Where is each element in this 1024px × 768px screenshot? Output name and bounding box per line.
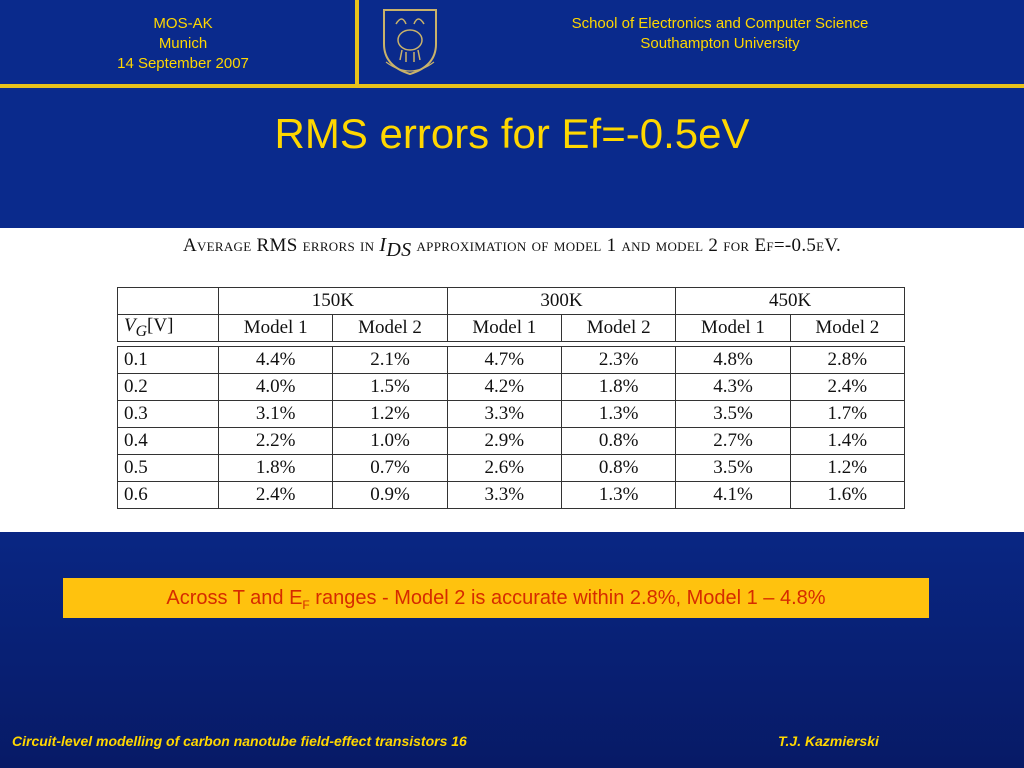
caption-variable: I [379,234,387,256]
callout-subscript: F [302,598,310,612]
vg-value-cell: 0.1 [118,347,219,374]
temperature-header-row [118,288,905,315]
conference-date: 14 September 2007 [117,55,249,72]
rms-value-cell: 2.1% [333,347,447,374]
rms-value-cell: 4.2% [447,374,561,401]
rms-value-cell: 0.9% [333,482,447,509]
rms-value-cell: 2.4% [790,374,904,401]
summary-callout [63,578,929,618]
rms-value-cell: 2.4% [219,482,333,509]
rms-value-cell: 2.8% [790,347,904,374]
slide-title: RMS errors for Ef=-0.5eV [274,110,750,157]
model-header: Model 2 [561,315,675,342]
rms-value-cell: 1.8% [561,374,675,401]
university-crest-icon [372,2,448,78]
rms-value-cell: 2.6% [447,455,561,482]
rms-value-cell: 2.3% [561,347,675,374]
temp-header: 450K [676,288,905,315]
table-panel [0,228,1024,532]
rms-value-cell: 1.3% [561,482,675,509]
rms-value-cell: 1.0% [333,428,447,455]
model-header: Model 2 [333,315,447,342]
model-header: Model 1 [219,315,333,342]
rms-value-cell: 3.3% [447,401,561,428]
table-row [118,482,905,509]
rms-value-cell: 1.7% [790,401,904,428]
vg-value-cell: 0.4 [118,428,219,455]
vg-unit: [V] [147,315,174,337]
rms-value-cell: 0.7% [333,455,447,482]
table-row [118,374,905,401]
rms-value-cell: 4.7% [447,347,561,374]
footer-talk-title: Circuit-level modelling of carbon nanotube field-effect transistors 16 [12,733,467,749]
table-row [118,347,905,374]
rms-value-cell: 1.6% [790,482,904,509]
vg-value-cell: 0.6 [118,482,219,509]
rms-value-cell: 1.4% [790,428,904,455]
rms-value-cell: 3.5% [676,401,790,428]
table-row [118,428,905,455]
table-corner-cell [118,288,219,315]
conference-name: MOS-AK [153,15,213,32]
callout-text-start: Across T and E [166,587,303,609]
rms-value-cell: 1.2% [790,455,904,482]
rms-value-cell: 1.3% [561,401,675,428]
model-header-row [118,315,905,342]
model-header: Model 2 [790,315,904,342]
vg-symbol: V [124,315,136,337]
rms-value-cell: 1.5% [333,374,447,401]
vg-value-cell: 0.2 [118,374,219,401]
header-divider [355,0,359,84]
vg-subscript: G [135,322,148,340]
conference-city: Munich [158,35,208,52]
institution-info [520,14,920,54]
conference-info [88,14,278,74]
rms-value-cell: 4.1% [676,482,790,509]
school-name: School of Electronics and Computer Science [571,15,869,32]
rms-value-cell: 2.2% [219,428,333,455]
university-name: Southampton University [640,35,800,52]
table-body [118,347,905,509]
vg-value-cell: 0.5 [118,455,219,482]
temp-header: 150K [219,288,448,315]
rms-value-cell: 0.8% [561,455,675,482]
rms-value-cell: 2.7% [676,428,790,455]
table-caption [0,234,1024,262]
footer-author: T.J. Kazmierski [778,733,879,749]
caption-text-end: approximation of model 1 and model 2 for Ef=-0.5eV. [411,235,842,256]
rms-value-cell: 3.3% [447,482,561,509]
rms-value-cell: 2.9% [447,428,561,455]
caption-subscript: DS [386,238,412,261]
rms-value-cell: 1.2% [333,401,447,428]
rms-value-cell: 4.4% [219,347,333,374]
header-rule [0,84,1024,88]
vg-header [118,315,219,342]
rms-value-cell: 0.8% [561,428,675,455]
slide-header [0,0,1024,84]
table-row [118,401,905,428]
rms-value-cell: 4.8% [676,347,790,374]
rms-value-cell: 3.1% [219,401,333,428]
rms-error-table [117,287,905,509]
vg-value-cell: 0.3 [118,401,219,428]
caption-text-start: Average RMS errors in [182,235,380,256]
temp-header: 300K [447,288,676,315]
table-row [118,455,905,482]
rms-value-cell: 1.8% [219,455,333,482]
model-header: Model 1 [447,315,561,342]
rms-value-cell: 3.5% [676,455,790,482]
rms-value-cell: 4.0% [219,374,333,401]
model-header: Model 1 [676,315,790,342]
callout-text-end: ranges - Model 2 is accurate within 2.8%, Model 1 – 4.8% [309,587,826,609]
rms-value-cell: 4.3% [676,374,790,401]
